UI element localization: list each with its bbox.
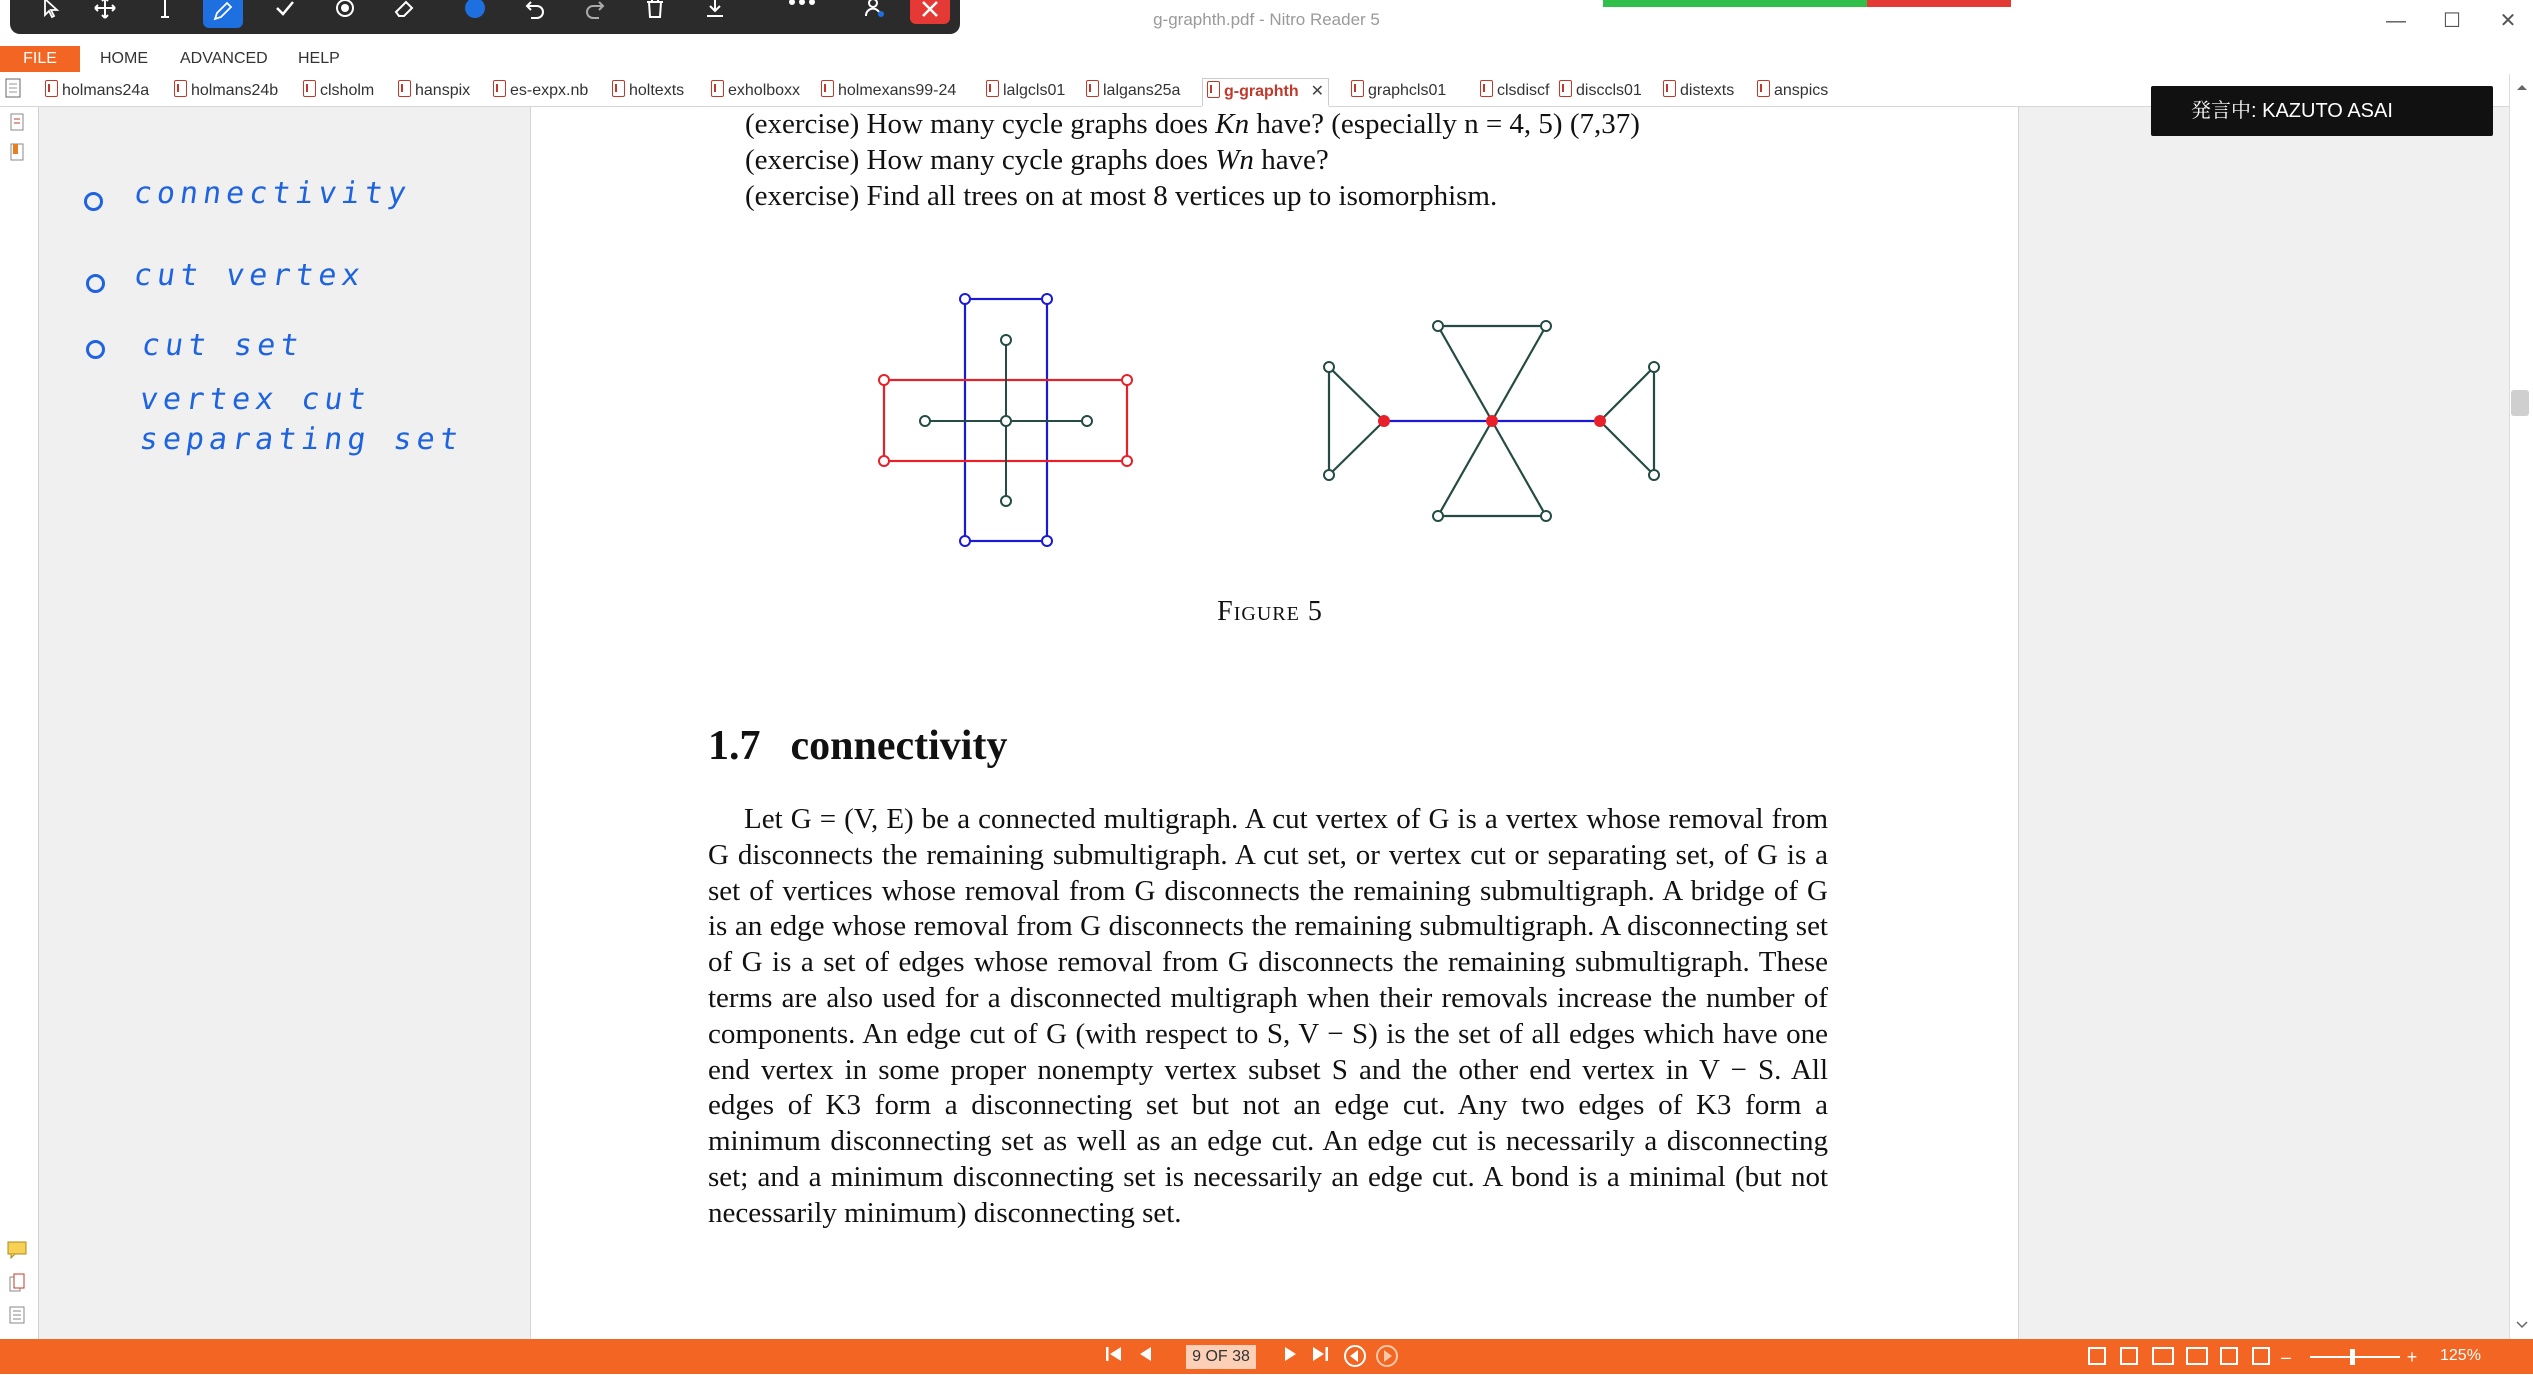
tab-lalgans25a[interactable] [1086,78,1180,104]
tab-holtexts[interactable] [612,78,684,104]
tab-label: g-graphth [1224,83,1299,100]
facing-view-icon[interactable] [2152,1347,2174,1365]
tab-es-expx-nb[interactable] [493,78,588,104]
ink-bullet [86,340,105,359]
tab-label: distexts [1680,82,1735,99]
menu-advanced[interactable]: ADVANCED [180,50,268,67]
tab-close-icon[interactable]: ✕ [1310,83,1325,100]
scroll-down-icon[interactable] [2515,1320,2529,1330]
tab-exholboxx[interactable] [711,78,800,104]
tab-label: es-expx.nb [510,82,589,99]
meeting-stop-bar[interactable] [1867,0,2011,7]
tab-label: lalgcls01 [1003,82,1066,99]
zoom-level[interactable]: 125% [2440,1347,2481,1364]
back-view-icon[interactable] [1342,1344,1368,1370]
comments-icon[interactable] [7,1241,27,1261]
facing-continuous-view-icon[interactable] [2186,1347,2208,1365]
pdf-file-icon [986,80,999,97]
tab-label: graphcls01 [1368,82,1447,99]
pdf-file-icon [821,80,834,97]
close-icon[interactable] [910,0,950,24]
tab-disccls01[interactable] [1559,78,1642,104]
forward-view-icon[interactable] [1374,1344,1400,1370]
pdf-file-icon [1351,80,1364,97]
ink-note-cut-vertex: cut vertex [131,258,368,293]
pdf-file-icon [1086,80,1099,97]
single-page-view-icon[interactable] [2088,1347,2106,1365]
figure-5-right-graph [1310,310,1670,530]
menu-file[interactable]: FILE [0,46,80,72]
tab-label: holtexts [629,82,685,99]
pdf-file-icon [398,80,411,97]
tab-g-graphth[interactable] [1202,78,1329,107]
pen-icon[interactable] [203,0,243,28]
exercise-line-1: (exercise) How many cycle graphs does Kn have? (especially n = 4, 5) (7,37) [745,108,1640,140]
tab-graphcls01[interactable] [1351,78,1446,104]
annotation-toolbar [10,0,960,34]
pdf-file-icon [493,80,506,97]
tab-lalgcls01[interactable] [986,78,1065,104]
more-icon[interactable] [782,0,822,26]
pdf-file-icon [45,80,58,97]
last-page-icon[interactable] [1306,1344,1334,1370]
move-icon[interactable] [85,0,125,26]
trash-icon[interactable] [635,0,675,26]
tab-holmexans99-24[interactable] [821,78,956,104]
tab-label: clsholm [320,82,375,99]
text-cursor-icon[interactable] [145,0,185,26]
exercise-line-2: (exercise) How many cycle graphs does Wn have? [745,144,1329,176]
window-title: g-graphth.pdf - Nitro Reader 5 [1153,10,1380,29]
ink-note-vertex-cut: vertex cut [137,382,374,417]
pages-icon[interactable] [7,113,27,133]
menu-home[interactable]: HOME [100,50,148,67]
page-number-field[interactable]: 9 OF 38 [1186,1345,1256,1369]
zoom-out-icon[interactable]: – [2280,1347,2291,1367]
ribbon-menu-bar [0,46,2533,72]
tab-clsdiscf[interactable] [1480,78,1549,104]
zoom-in-icon[interactable]: + [2406,1347,2418,1367]
pdf-file-icon [303,80,316,97]
cursor-icon[interactable] [32,0,72,26]
pdf-file-icon [612,80,625,97]
tab-label: hanspix [415,82,471,99]
fit-page-icon[interactable] [2220,1347,2238,1365]
pdf-file-icon [1663,80,1676,97]
tab-label: exholboxx [728,82,801,99]
window-close-button[interactable]: ✕ [2499,10,2517,32]
download-icon[interactable] [695,0,735,26]
user-settings-icon[interactable] [855,0,895,26]
menu-help[interactable]: HELP [298,50,340,67]
tab-label: anspics [1774,82,1829,99]
figure-caption: Figure 5 [1217,596,1323,627]
maximize-button[interactable]: ☐ [2443,10,2461,32]
section-title: connectivity [790,723,1008,769]
check-icon[interactable] [265,0,305,26]
tab-label: holmexans99-24 [838,82,957,99]
color-dot-icon[interactable] [455,0,495,26]
next-page-icon[interactable] [1278,1344,1302,1370]
tab-distexts[interactable] [1663,78,1734,104]
tab-label: holmans24a [62,82,150,99]
pdf-file-icon [711,80,724,97]
pdf-file-icon [1480,80,1493,97]
undo-icon[interactable] [515,0,555,26]
speaking-indicator: 発言中: KAZUTO ASAI [2151,86,2493,136]
section-heading [708,722,1007,770]
tab-holmans24b[interactable] [174,78,278,104]
bookmarks-icon[interactable] [7,143,27,163]
pdf-file-icon [1207,81,1220,98]
ink-note-separating-set: separating set [137,422,466,457]
pdf-file-icon [174,80,187,97]
zoom-slider-handle[interactable] [2350,1349,2355,1365]
meeting-share-bar[interactable] [1603,0,1867,7]
previous-page-icon[interactable] [1134,1344,1158,1370]
ink-bullet [84,192,103,211]
zoom-slider[interactable] [2310,1356,2400,1358]
attachments-icon[interactable] [7,1273,27,1293]
tab-label: disccls01 [1576,82,1642,99]
left-panel [0,107,39,1339]
tab-label: lalgans25a [1103,82,1181,99]
ink-note-connectivity: connectivity [131,176,414,211]
fit-width-icon[interactable] [2252,1347,2270,1365]
new-document-icon[interactable] [5,78,21,104]
layers-icon[interactable] [7,1305,27,1325]
tab-hanspix[interactable] [398,78,470,104]
record-icon[interactable] [325,0,365,26]
tab-clsholm[interactable] [303,78,374,104]
tab-holmans24a[interactable] [45,78,149,104]
section-body-text: Let G = (V, E) be a connected multigraph. A cut vertex of G is a vertex whose removal from G disconnects the remaining submultigraph. A cut set, or vertex cut or separating set, of G is a set of vertices whose removal from G disconnects the remaining submultigraph. A bridge of G is an edge whose removal from G disconnects the remaining submultigraph. A disconnecting set of G is a set of edges whose removal from G disconnects the remaining submultigraph. These terms are also used for a disconnected multigraph when their removals increase the number of components. An edge cut of G (with respect to S, V − S) is the set of all edges which have one end vertex in some proper nonempty vertex subset S and the other end vertex in V − S. All edges of K3 form a disconnecting set but not an edge cut. Any two edges of K3 form a minimum disconnecting set as well as an edge cut. An edge cut is necessarily a disconnecting set; and a minimum disconnecting set is necessarily an edge cut. A bond is a minimal (but not necessarily minimum) disconnecting set. [708,803,1828,1229]
redo-icon[interactable] [575,0,615,26]
section-number: 1.7 [708,723,761,769]
tab-label: holmans24b [191,82,279,99]
figure-5-left-graph [860,280,1160,560]
scroll-up-icon[interactable] [2515,82,2529,92]
ink-note-cut-set: cut set [139,328,306,363]
eraser-icon[interactable] [385,0,425,26]
continuous-view-icon[interactable] [2120,1347,2138,1365]
scrollbar-thumb[interactable] [2511,390,2529,416]
exercise-line-3: (exercise) Find all trees on at most 8 vertices up to isomorphism. [745,180,1498,212]
tab-anspics[interactable] [1757,78,1828,104]
pdf-file-icon [1559,80,1572,97]
vertical-scrollbar[interactable] [2509,74,2533,1339]
ink-bullet [86,274,105,293]
minimize-button[interactable]: — [2386,10,2406,32]
pdf-file-icon [1757,80,1770,97]
tab-label: clsdiscf [1497,82,1550,99]
first-page-icon[interactable] [1100,1344,1128,1370]
